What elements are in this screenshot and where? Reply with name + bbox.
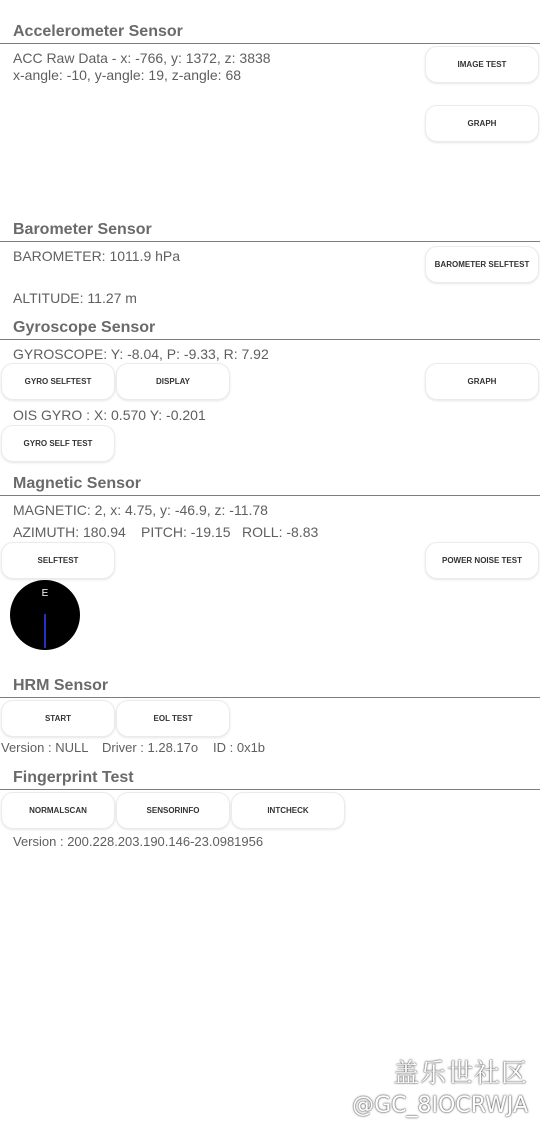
hrm-start-button[interactable]: START <box>1 700 115 737</box>
intcheck-button[interactable]: INTCHECK <box>231 792 345 829</box>
ois-gyro-value: OIS GYRO : X: 0.570 Y: -0.201 <box>13 407 206 423</box>
gyroscope-value: GYROSCOPE: Y: -8.04, P: -9.33, R: 7.92 <box>13 346 269 362</box>
compass-direction-label: E <box>41 588 49 599</box>
watermark-title: 盖乐世社区 <box>392 1059 528 1089</box>
acc-raw-data: ACC Raw Data - x: -766, y: 1372, z: 3838 <box>13 50 271 66</box>
magnetic-value: MAGNETIC: 2, x: 4.75, y: -46.9, z: -11.78 <box>13 502 268 518</box>
pitch-value: PITCH: -19.15 <box>141 524 231 540</box>
compass-needle <box>44 614 46 648</box>
altitude-value: ALTITUDE: 11.27 m <box>13 290 137 306</box>
roll-value: ROLL: -8.83 <box>242 524 319 540</box>
azimuth-value: AZIMUTH: 180.94 <box>13 524 126 540</box>
fingerprint-title: Fingerprint Test <box>13 769 134 786</box>
gyroscope-divider <box>0 339 540 340</box>
normalscan-button[interactable]: NORMALSCAN <box>1 792 115 829</box>
magnetic-divider <box>0 495 540 496</box>
compass-dial <box>10 580 80 650</box>
gyroscope-title: Gyroscope Sensor <box>13 319 156 336</box>
accelerometer-title: Accelerometer Sensor <box>13 23 183 40</box>
barometer-divider <box>0 241 540 242</box>
gyro-selftest-button[interactable]: GYRO SELFTEST <box>1 363 115 400</box>
barometer-selftest-button[interactable]: BAROMETER SELFTEST <box>425 246 539 283</box>
gyro-self-test-button[interactable]: GYRO SELF TEST <box>1 425 115 462</box>
sensorinfo-button[interactable]: SENSORINFO <box>116 792 230 829</box>
barometer-value: BAROMETER: 1011.9 hPa <box>13 248 181 264</box>
image-test-button[interactable]: IMAGE TEST <box>425 46 539 83</box>
power-noise-test-button[interactable]: POWER NOISE TEST <box>425 542 539 579</box>
acc-angles: x-angle: -10, y-angle: 19, z-angle: 68 <box>13 67 242 83</box>
gyro-graph-button[interactable]: GRAPH <box>425 363 539 400</box>
gyro-display-button[interactable]: DISPLAY <box>116 363 230 400</box>
magnetic-title: Magnetic Sensor <box>13 475 142 492</box>
accelerometer-divider <box>0 43 540 44</box>
hrm-eol-test-button[interactable]: EOL TEST <box>116 700 230 737</box>
magnetic-selftest-button[interactable]: SELFTEST <box>1 542 115 579</box>
fingerprint-version: Version : 200.228.203.190.146-23.0981956 <box>13 834 264 849</box>
hrm-title: HRM Sensor <box>13 677 109 694</box>
hrm-version: Version : NULL <box>1 740 89 755</box>
hrm-id: ID : 0x1b <box>213 740 266 755</box>
fingerprint-divider <box>0 789 540 790</box>
hrm-divider <box>0 697 540 698</box>
barometer-title: Barometer Sensor <box>13 221 152 238</box>
watermark-handle: @GC_8IOCRWJA <box>352 1093 528 1118</box>
acc-graph-button[interactable]: GRAPH <box>425 105 539 142</box>
hrm-driver: Driver : 1.28.17o <box>102 740 199 755</box>
